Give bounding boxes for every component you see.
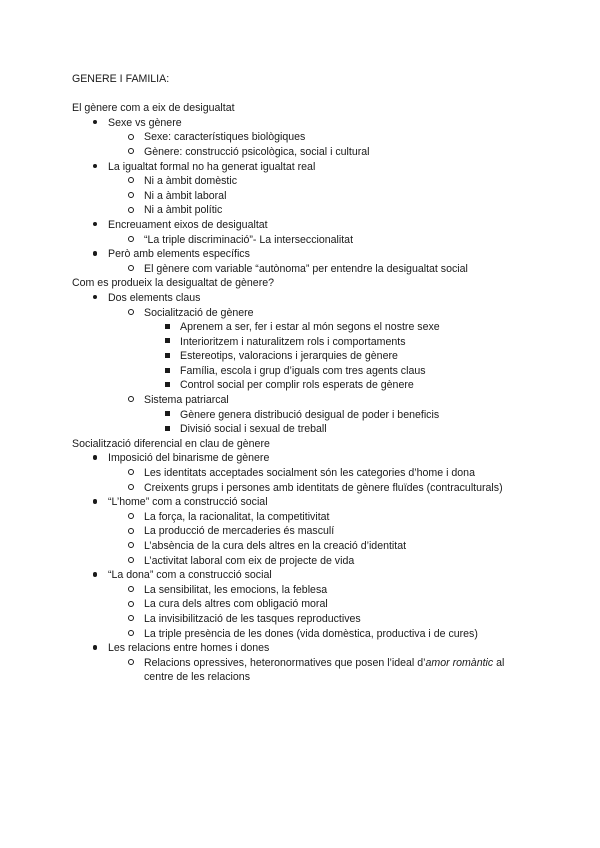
- list-item-text: “La triple discriminació”- La interseccionalitat: [144, 233, 354, 246]
- section-heading: Socialització diferencial en clau de gènere: [72, 437, 270, 450]
- square-bullet-icon: [162, 408, 172, 423]
- sub-sub-list: [144, 408, 532, 437]
- document-page: [72, 72, 532, 685]
- list-item: [72, 291, 532, 437]
- sub-list: [108, 174, 532, 218]
- list-item: [108, 189, 532, 204]
- circle-bullet-icon: [126, 145, 136, 160]
- list-item: [108, 554, 532, 569]
- list-item: [144, 349, 532, 364]
- list-item: [72, 568, 532, 641]
- sub-list: [108, 233, 532, 248]
- list-item: [108, 145, 532, 160]
- list-item-text: Però amb elements específics: [108, 248, 250, 261]
- list-item-text: Ni a àmbit polític: [144, 204, 223, 217]
- circle-bullet-icon: [126, 627, 136, 642]
- list-item: [144, 378, 532, 393]
- list-item-text: La cura dels altres com obligació moral: [144, 598, 328, 611]
- list-item: [72, 641, 532, 685]
- list-item: [108, 203, 532, 218]
- circle-bullet-icon: [126, 583, 136, 598]
- italic-text-run: amor romàntic: [425, 656, 494, 669]
- list-item: [144, 335, 532, 350]
- list-item-text: Sexe: característiques biològiques: [144, 131, 306, 144]
- list-item-text: Aprenem a ser, fer i estar al món segons el nostre sexe: [180, 321, 440, 334]
- list-item-text: L’activitat laboral com eix de projecte de vida: [144, 554, 355, 567]
- list-item-text: Estereotips, valoracions i jerarquies de gènere: [180, 350, 398, 363]
- bullet-list: [72, 116, 532, 277]
- circle-bullet-icon: [126, 393, 136, 408]
- list-item-text: Gènere: construcció psicològica, social i cultural: [144, 145, 370, 158]
- section-heading: Com es produeix la desigualtat de gènere?: [72, 277, 275, 290]
- list-item: [108, 393, 532, 437]
- list-item: [108, 539, 532, 554]
- list-item: [144, 422, 532, 437]
- sub-list: [108, 306, 532, 437]
- list-item: [108, 130, 532, 145]
- disc-bullet-icon: [90, 495, 100, 510]
- list-item: [108, 466, 532, 481]
- list-item-text: Dos elements claus: [108, 291, 201, 304]
- circle-bullet-icon: [126, 656, 136, 671]
- sub-list: [108, 583, 532, 641]
- list-item: [108, 174, 532, 189]
- disc-bullet-icon: [90, 160, 100, 175]
- list-item: [108, 583, 532, 598]
- square-bullet-icon: [162, 320, 172, 335]
- list-item-text: Control social per complir rols esperats de gènere: [180, 379, 414, 392]
- list-item-text: La producció de mercaderies és masculí: [144, 525, 335, 538]
- list-item-text: Divisió social i sexual de treball: [180, 423, 327, 436]
- list-item-text: Encreuament eixos de desigualtat: [108, 218, 268, 231]
- sub-list: [108, 466, 532, 495]
- list-item: [108, 612, 532, 627]
- list-item-text: “L’home” com a construcció social: [108, 496, 268, 509]
- text-run: Relacions opressives, heteronormatives que posen l’ideal d’: [144, 656, 426, 669]
- list-item: [72, 495, 532, 568]
- bullet-list: [72, 451, 532, 685]
- list-item-text: La força, la racionalitat, la competitivitat: [144, 510, 330, 523]
- circle-bullet-icon: [126, 597, 136, 612]
- disc-bullet-icon: [90, 218, 100, 233]
- circle-bullet-icon: [126, 262, 136, 277]
- list-item-text: La igualtat formal no ha generat igualtat real: [108, 160, 316, 173]
- sub-list: [108, 130, 532, 159]
- list-item: [144, 408, 532, 423]
- circle-bullet-icon: [126, 233, 136, 248]
- list-item: [72, 451, 532, 495]
- circle-bullet-icon: [126, 612, 136, 627]
- disc-bullet-icon: [90, 568, 100, 583]
- sub-list: [108, 656, 532, 685]
- list-item-text: Creixents grups i persones amb identitats de gènere fluïdes (contraculturals): [144, 481, 503, 494]
- list-item-text: Gènere genera distribució desigual de poder i beneficis: [180, 408, 440, 421]
- square-bullet-icon: [162, 349, 172, 364]
- list-item: [108, 262, 532, 277]
- list-item-text: La triple presència de les dones (vida domèstica, productiva i de cures): [144, 627, 478, 640]
- list-item: [108, 597, 532, 612]
- square-bullet-icon: [162, 422, 172, 437]
- sub-sub-list: [144, 320, 532, 393]
- list-item-text: L’absència de la cura dels altres en la creació d’identitat: [144, 540, 407, 552]
- list-item-text: Ni a àmbit domèstic: [144, 175, 238, 188]
- square-bullet-icon: [162, 364, 172, 379]
- disc-bullet-icon: [90, 451, 100, 466]
- disc-bullet-icon: [90, 116, 100, 131]
- list-item: [108, 627, 532, 642]
- disc-bullet-icon: [90, 247, 100, 262]
- list-item-text: La sensibilitat, les emocions, la feblesa: [144, 583, 328, 596]
- sub-list: [108, 510, 532, 568]
- circle-bullet-icon: [126, 539, 136, 554]
- circle-bullet-icon: [126, 203, 136, 218]
- list-item-text: La invisibilització de les tasques reproductives: [144, 612, 361, 625]
- list-item: [144, 320, 532, 335]
- list-item: [144, 364, 532, 379]
- circle-bullet-icon: [126, 554, 136, 569]
- list-item-text: “La dona” com a construcció social: [108, 569, 272, 582]
- circle-bullet-icon: [126, 510, 136, 525]
- list-item: [72, 116, 532, 160]
- list-item: [108, 481, 532, 496]
- list-item-text: Imposició del binarisme de gènere: [108, 452, 270, 465]
- circle-bullet-icon: [126, 524, 136, 539]
- list-item-text: Socialització de gènere: [144, 306, 254, 319]
- list-item: [72, 247, 532, 276]
- list-item-text: El gènere com variable “autònoma” per entendre la desigualtat social: [144, 262, 468, 275]
- bullet-list: [72, 291, 532, 437]
- circle-bullet-icon: [126, 481, 136, 496]
- disc-bullet-icon: [90, 641, 100, 656]
- circle-bullet-icon: [126, 466, 136, 481]
- list-item-text: [144, 656, 532, 685]
- section-heading: El gènere com a eix de desigualtat: [72, 102, 235, 115]
- circle-bullet-icon: [126, 174, 136, 189]
- list-item: [72, 218, 532, 247]
- list-item: [108, 510, 532, 525]
- document-title: GENERE I FAMILIA:: [72, 73, 170, 85]
- square-bullet-icon: [162, 378, 172, 393]
- list-item-text: Sistema patriarcal: [144, 394, 229, 407]
- list-item: [108, 524, 532, 539]
- list-item-text: Ni a àmbit laboral: [144, 189, 227, 202]
- list-item: [108, 306, 532, 394]
- disc-bullet-icon: [90, 291, 100, 306]
- list-item-text: Les relacions entre homes i dones: [108, 642, 270, 655]
- list-item: [108, 233, 532, 248]
- list-item: [72, 160, 532, 218]
- list-item-text: Família, escola i grup d’iguals com tres agents claus: [180, 364, 426, 377]
- list-item-text: Interioritzem i naturalitzem rols i comportaments: [180, 335, 406, 348]
- circle-bullet-icon: [126, 130, 136, 145]
- list-item-text: Sexe vs gènere: [108, 116, 182, 129]
- list-item: [108, 656, 532, 685]
- circle-bullet-icon: [126, 306, 136, 321]
- square-bullet-icon: [162, 335, 172, 350]
- sub-list: [108, 262, 532, 277]
- list-item-text: Les identitats acceptades socialment són les categories d’home i dona: [144, 467, 475, 480]
- text-run: al centre de les relacions: [144, 656, 505, 684]
- circle-bullet-icon: [126, 189, 136, 204]
